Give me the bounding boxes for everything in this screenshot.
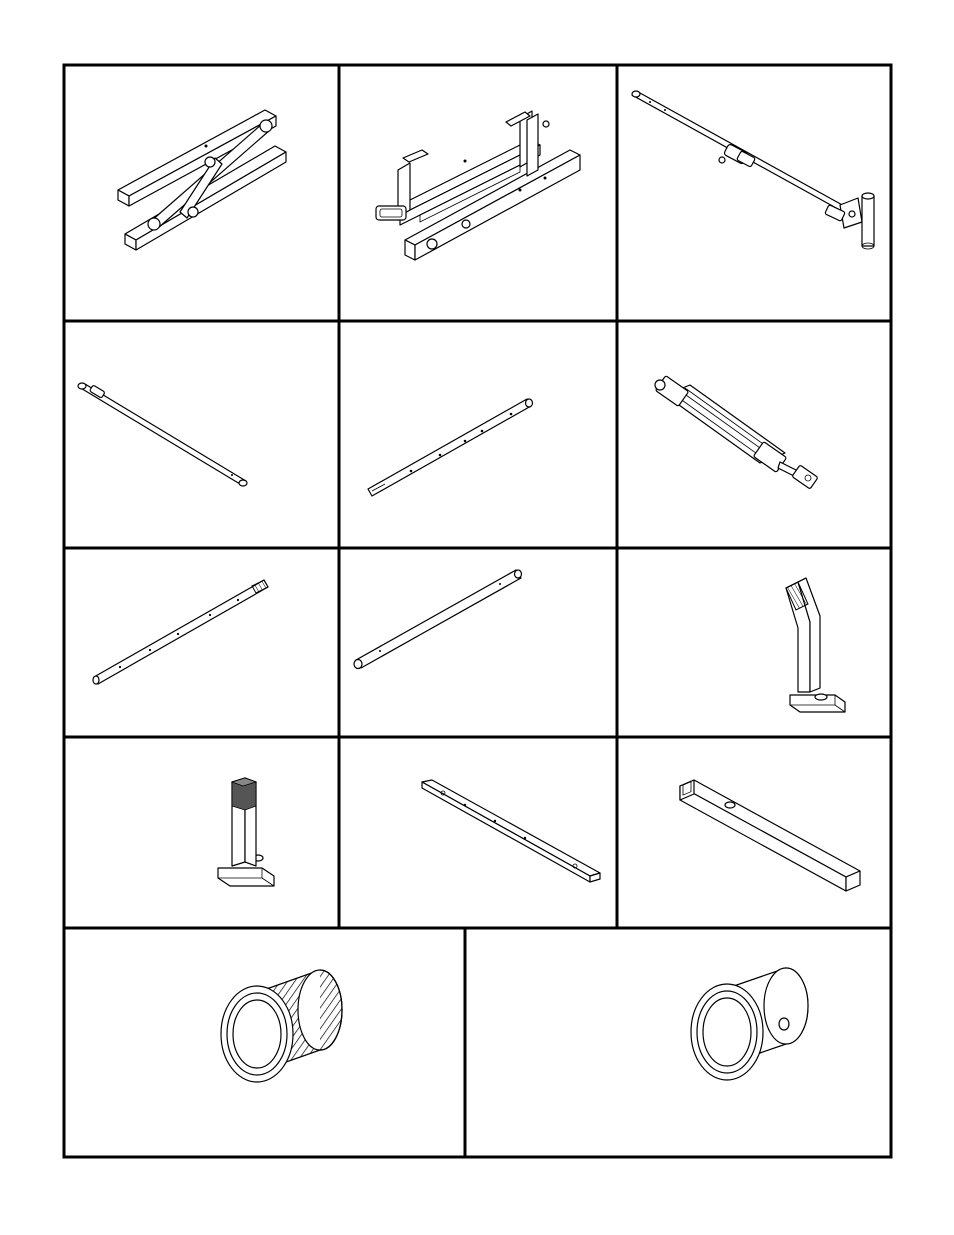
flanged-sleeve-drawing <box>691 968 808 1080</box>
hydraulic-cylinder-drawing <box>655 376 818 489</box>
plain-rod-drawing <box>354 570 522 669</box>
flat-bar-drawing <box>422 780 600 882</box>
knurled-rod-drawing <box>93 580 268 684</box>
slotted-rod-drawing <box>368 399 533 496</box>
base-frame-drawing <box>376 111 580 260</box>
square-tube-drawing <box>680 780 860 891</box>
knurled-bushing-drawing <box>221 970 342 1082</box>
bent-post-drawing <box>786 578 845 712</box>
long-rod-drawing <box>78 383 247 486</box>
straight-post-drawing <box>218 778 274 886</box>
handle-arm-drawing <box>632 91 874 249</box>
scissor-frame-drawing <box>118 110 286 250</box>
